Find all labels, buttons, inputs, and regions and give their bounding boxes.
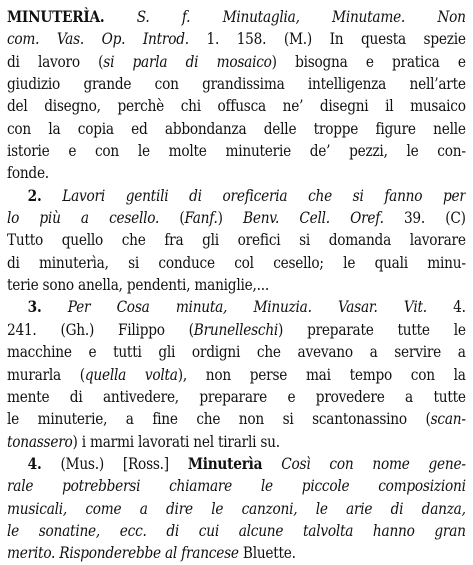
text-line: giudizio grande con grandissima intelligenza nell’arte bbox=[7, 74, 466, 94]
bold-text: 3. bbox=[27, 297, 42, 317]
text-line: terie sono anella, pendenti, maniglie,... bbox=[7, 275, 269, 295]
text-line bbox=[7, 498, 466, 520]
text-line: mente di antivedere, preparare e provedere a tutte bbox=[7, 386, 466, 406]
italic-text: Brunelleschi bbox=[193, 319, 279, 339]
text-line: Tutto quello che fra gli orefici si domanda lavorare bbox=[7, 230, 466, 250]
text-line bbox=[7, 6, 466, 28]
italic-text: le sonatine, ecc. di cui alcune talvolta hanno gran bbox=[7, 520, 466, 540]
text-line: 4. (Mus.) [Ross.] Minuterìa Così con nome gene- bbox=[27, 453, 466, 473]
italic-text: Fanf. bbox=[184, 208, 218, 228]
text-line: del disegno, perchè chi offusca ne’ disegni il musaico bbox=[7, 96, 466, 116]
text-line: com. Vas. Op. Introd. 1. 158. (M.) In questa spezie bbox=[7, 29, 466, 49]
bold-text: MINUTERÌA. bbox=[7, 7, 105, 26]
italic-text: rale potrebbersi chiamare le piccole composizioni bbox=[7, 476, 466, 496]
italic-text: S. f. Minutaglia, Minutame. Non bbox=[136, 7, 466, 26]
text-line: murarla (quella volta), non perse mai tempo con la bbox=[7, 364, 466, 384]
italic-text: Benv. Cell. Oref. bbox=[243, 208, 384, 228]
italic-text: merito. Risponderebbe al francese bbox=[7, 543, 239, 563]
italic-text: Lavori gentili di oreficeria che si fanno per bbox=[62, 185, 466, 205]
text-line bbox=[7, 475, 466, 497]
text-line: le minuterie, a fine che non si scantonassino (scan- bbox=[7, 409, 466, 429]
text-line: di lavoro (si parla di mosaico) bisogna e pratica e bbox=[7, 51, 466, 71]
bold-text: Minuterìa bbox=[187, 453, 263, 473]
italic-text: scan- bbox=[430, 409, 466, 429]
text-line: con la copia ed abbondanza delle troppe figure nelle bbox=[7, 118, 466, 138]
text-line: 3. Per Cosa minuta, Minuzia. Vasar. Vit. 4. bbox=[27, 297, 466, 317]
bold-text: 2. bbox=[27, 185, 42, 205]
italic-text: tonassero bbox=[7, 431, 73, 451]
text-line bbox=[7, 185, 466, 207]
italic-text: lo più a cesello. bbox=[7, 208, 160, 228]
text-line: 241. (Gh.) Filippo (Brunelleschi) preparate tutte le bbox=[7, 319, 466, 339]
italic-text: si parla di mosaico bbox=[103, 51, 272, 71]
text-line: lo più a cesello. (Fanf.) Benv. Cell. Oref. 39. (C) bbox=[7, 208, 466, 228]
italic-text: quella volta bbox=[84, 364, 178, 384]
text-line: tonassero) i marmi lavorati nel tirarli su. bbox=[7, 431, 280, 451]
text-line: macchine e tutti gli ordigni che avevano a servire a bbox=[7, 342, 466, 362]
text-line bbox=[7, 520, 466, 542]
text-line: fonde. bbox=[7, 163, 49, 183]
text-line: istorie e con le molte minuterie de’ pezzi, le con- bbox=[7, 141, 466, 161]
text-line: di minuterìa, si conduce col cesello; le quali minu- bbox=[7, 252, 466, 272]
italic-text: Per Cosa minuta, Minuzia. Vasar. Vit. bbox=[67, 297, 427, 317]
text-line: merito. Risponderebbe al francese Bluette. bbox=[7, 543, 296, 563]
bold-text: 4. bbox=[27, 453, 42, 473]
italic-text: Così con nome gene- bbox=[281, 453, 466, 473]
italic-text: com. Vas. Op. Introd. bbox=[7, 29, 189, 49]
italic-text: musicali, come a dire le canzoni, le arie di danza, bbox=[7, 498, 466, 518]
